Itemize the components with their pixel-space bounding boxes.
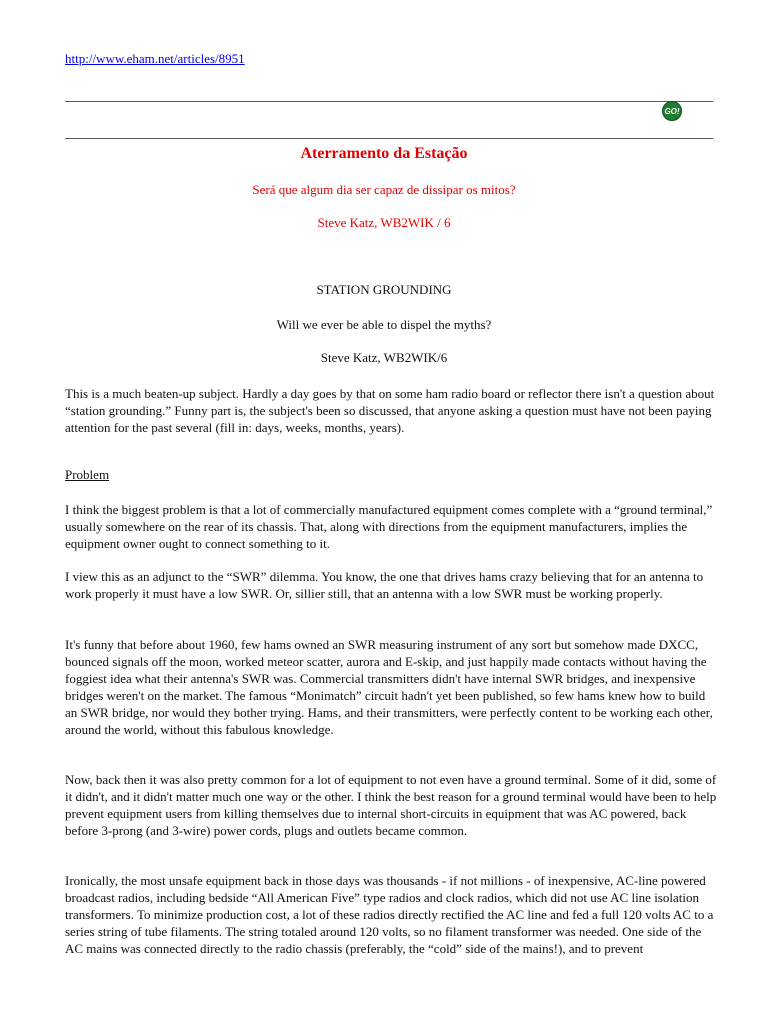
body-paragraph: Now, back then it was also pretty common for a lot of equipment to not even have a ground terminal. Some of it did, some of it didn't, and it didn't matter much one way or the other. I think the best reason for a ground terminal would have been to help prevent equipment users from killing themselves due to internal short-circuits in equipment that was AC powered, back before 3-prong (and 3-wire) power cords, plugs and outlets became common. [65, 772, 717, 838]
body-paragraph: I view this as an adjunct to the “SWR” dilemma. You know, the one that drives hams crazy believing that for an antenna to work properly it must have a low SWR. Or, sillier still, that an antenna with a low SWR must be working properly. [65, 569, 704, 601]
english-subtitle: Will we ever be able to dispel the myths? [276, 317, 492, 332]
section-heading-problem: Problem [65, 467, 110, 482]
go-button[interactable]: GO! [662, 101, 682, 121]
body-paragraph: Ironically, the most unsafe equipment back in those days was thousands - if not millions - of inexpensive, AC-line powered broadcast radios, including bedside “All American Five” type radios and clock radios, which did not use AC line isolation transformers. To minimize production cost, a lot of these radios directly rectified the AC line and fed a full 120 volts AC to a series string of tube filaments. The string totaled around 120 volts, so no filament transformer was needed. One side of the AC mains was connected directly to the radio chassis (preferably, the “cold” side of the mains!), and to prevent [65, 873, 714, 956]
body-paragraph: It's funny that before about 1960, few hams owned an SWR measuring instrument of any sort but somehow made DXCC, bounced signals off the moon, worked meteor scatter, aurora and E-skip, and just happily made contacts without having the foggiest idea what their antenna's SWR was. Commercial transmitters didn't have internal SWR bridges, and inexpensive bridges weren't on the market. The famous “Monimatch” circuit hadn't yet been published, so few hams knew how to build an SWR bridge, nor would they bother trying. Hams, and their transmitters, were perfectly content to be working each other, around the world, without this fabulous knowledge. [65, 637, 713, 737]
bottom-divider [65, 138, 713, 139]
portuguese-author: Steve Katz, WB2WIK / 6 [317, 215, 451, 230]
portuguese-title: Aterramento da Estação [300, 145, 468, 162]
source-url-link[interactable]: http://www.eham.net/articles/8951 [65, 51, 245, 66]
english-author: Steve Katz, WB2WIK/6 [320, 350, 448, 365]
english-title: STATION GROUNDING [316, 282, 452, 297]
top-divider [65, 101, 713, 102]
intro-paragraph: This is a much beaten-up subject. Hardly a day goes by that on some ham radio board or reflector there isn't a question about “station grounding.” Funny part is, the subject's been so discussed, that anyone asking a question must have not been paying attention for the past several (fill in: days, weeks, months, years). [65, 386, 715, 435]
body-paragraph: I think the biggest problem is that a lot of commercially manufactured equipment comes complete with a “ground terminal,” usually somewhere on the rear of its chassis. That, along with directions from the equipment manufacturers, implies the equipment owner ought to connect something to it. [65, 502, 713, 551]
portuguese-subtitle: Será que algum dia ser capaz de dissipar os mitos? [252, 182, 516, 197]
